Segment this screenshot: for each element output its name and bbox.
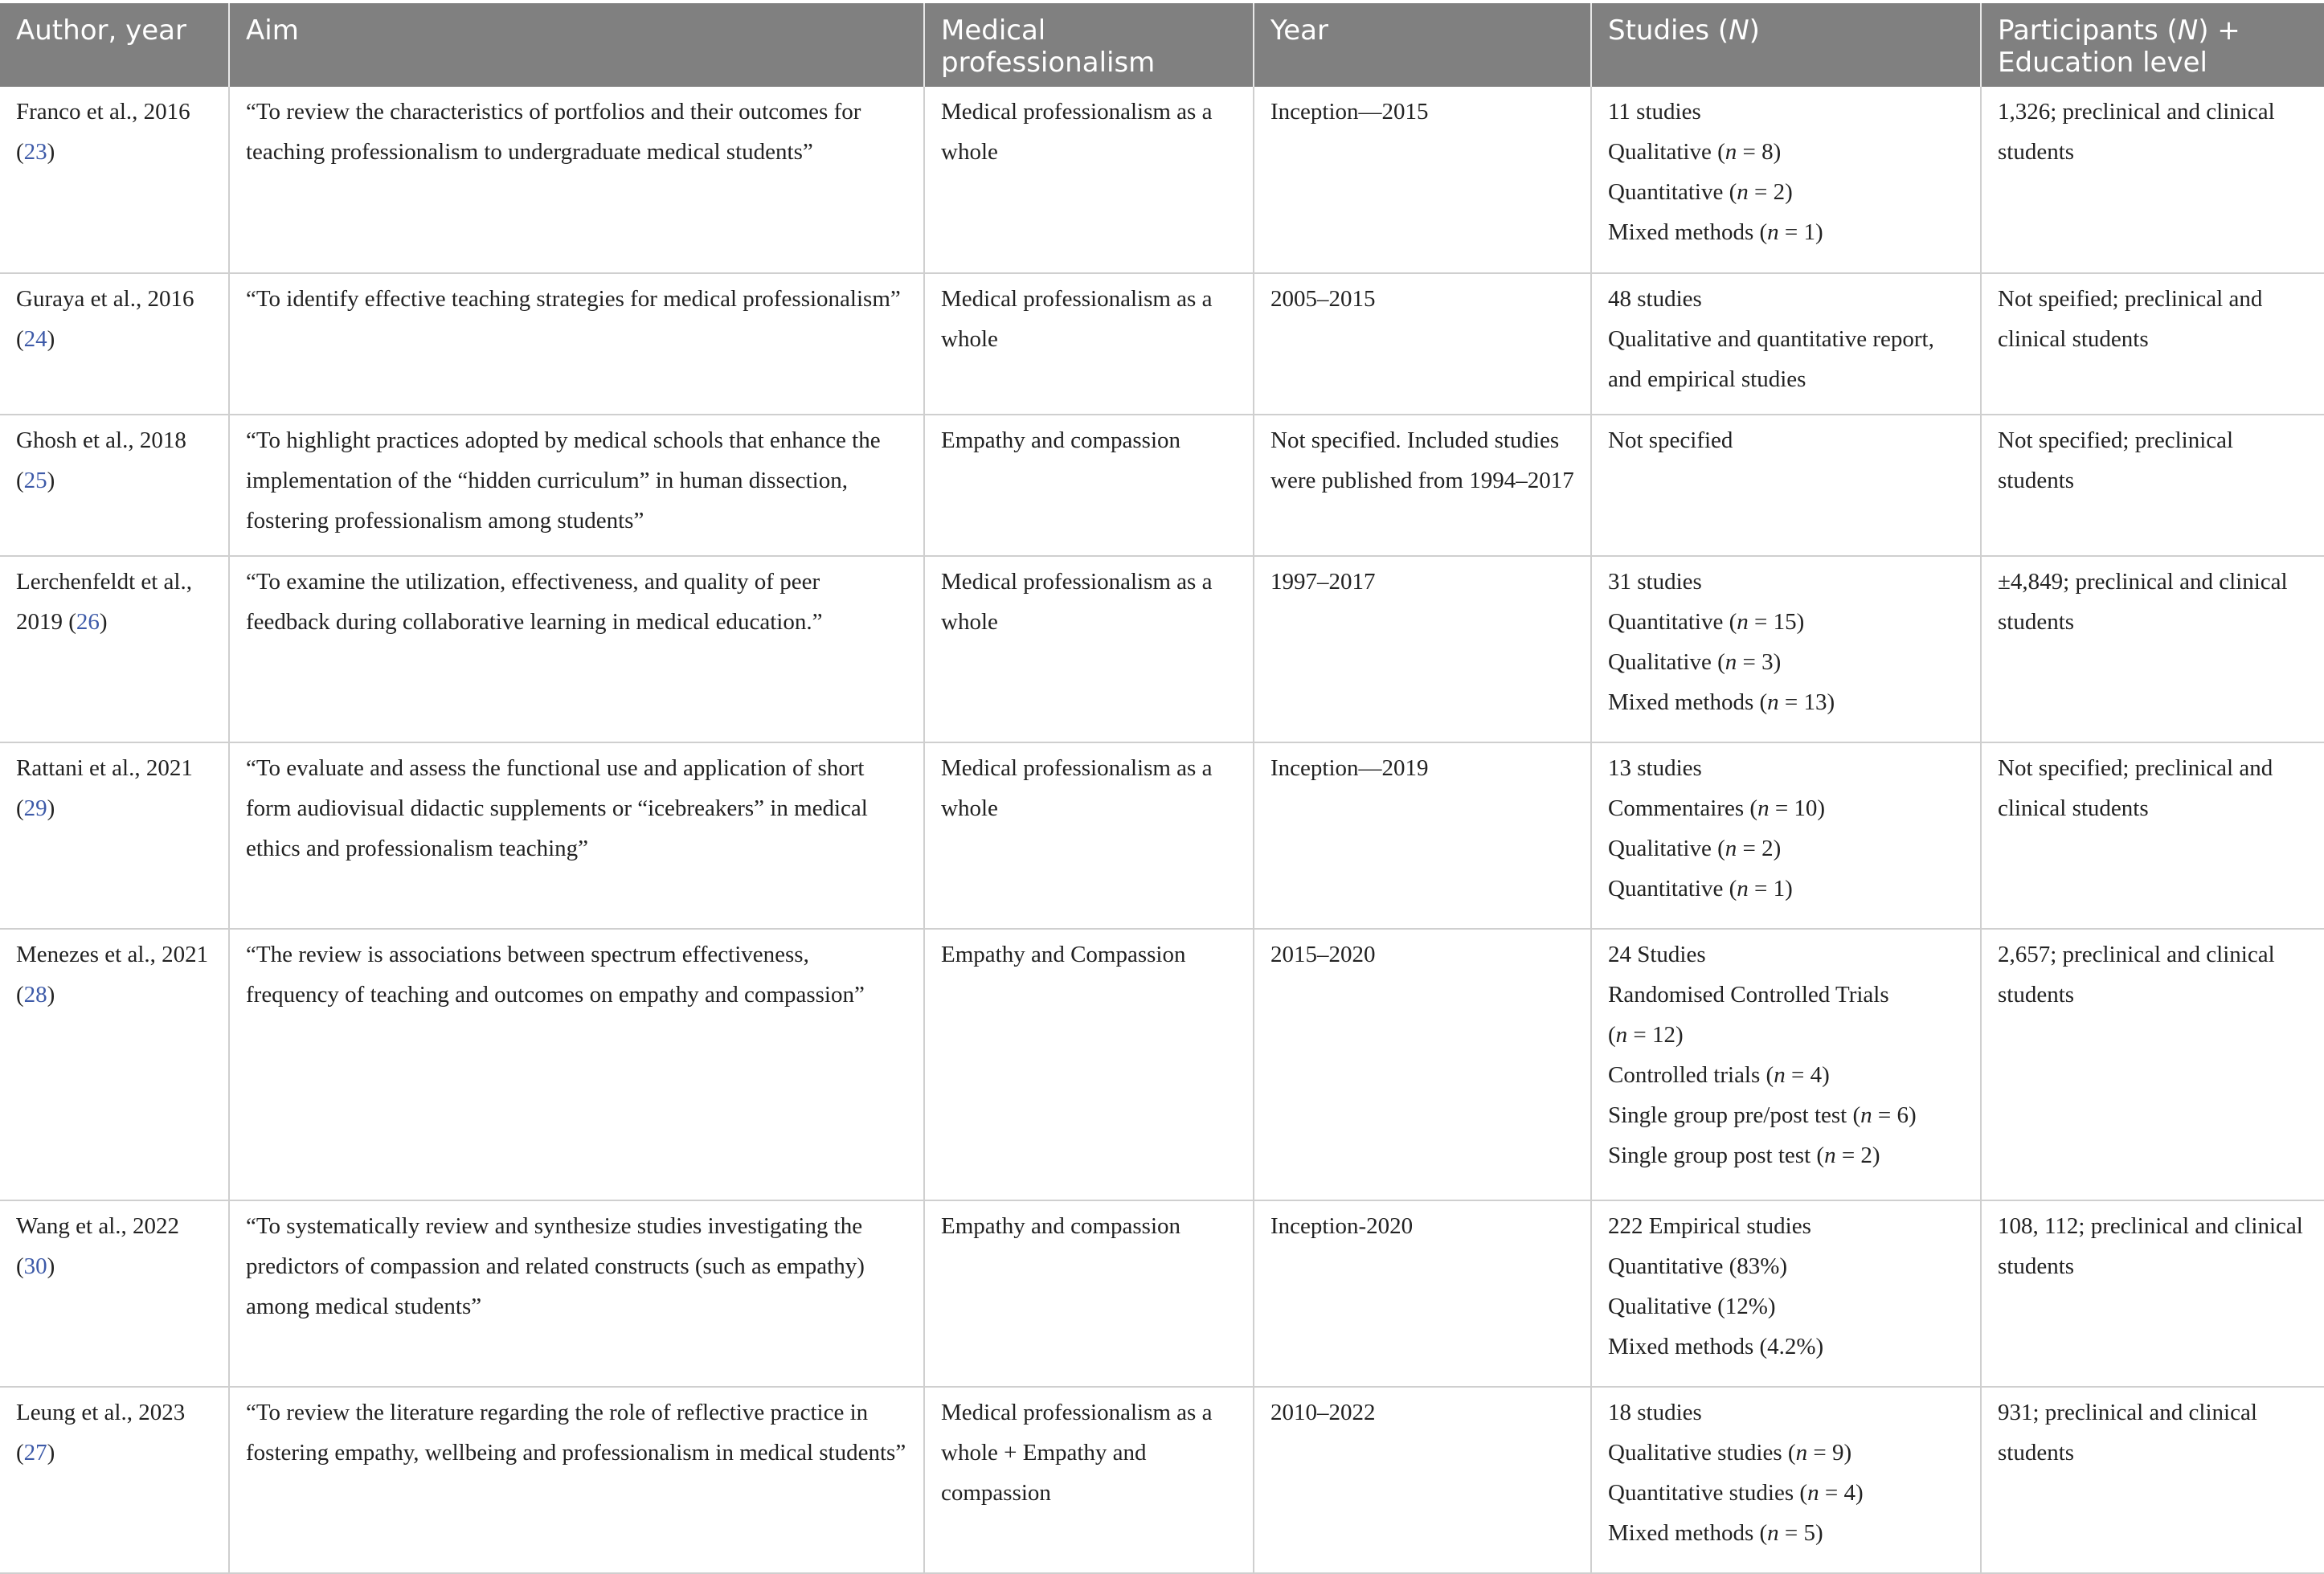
studies-total: 24 Studies bbox=[1608, 942, 1706, 967]
author-text: Guraya et al., 2016 bbox=[16, 286, 194, 312]
studies-item-n-symbol: n bbox=[1860, 1102, 1872, 1128]
studies-item: Single group post test (n = 2) bbox=[1608, 1143, 1880, 1168]
col-header-author: Author, year bbox=[0, 3, 229, 87]
studies-item-n: 15 bbox=[1773, 609, 1797, 635]
cell-aim: “To examine the utilization, effectiveness, and quality of peer feedback during collaborative learning in medical education.” bbox=[229, 556, 924, 742]
cell-year: 2015–2020 bbox=[1254, 929, 1591, 1200]
cell-aim: “To evaluate and assess the functional use and application of short form audiovisual didactic supplements or “icebreakers” in medical ethics and professionalism teaching” bbox=[229, 742, 924, 929]
table-row bbox=[0, 415, 2324, 556]
studies-item: Quantitative (n = 2) bbox=[1608, 179, 1793, 205]
studies-item-label: Qualitative bbox=[1608, 139, 1712, 165]
cell-participants: 2,657; preclinical and clinical students bbox=[1981, 929, 2324, 1200]
studies-item: Qualitative studies (n = 9) bbox=[1608, 1440, 1852, 1466]
cell-medical-professionalism: Medical professionalism as a whole bbox=[924, 273, 1254, 415]
cell-author: Rattani et al., 2021 (29) bbox=[0, 742, 229, 929]
studies-item-n: 9 bbox=[1831, 1440, 1844, 1466]
table-row bbox=[0, 929, 2324, 1200]
table-row bbox=[0, 1200, 2324, 1387]
cell-year: Inception—2015 bbox=[1254, 87, 1591, 273]
table-row bbox=[0, 1387, 2324, 1573]
studies-item: Qualitative (n = 8) bbox=[1608, 139, 1782, 165]
reference-link: 25 bbox=[23, 468, 47, 493]
cell-aim: “To highlight practices adopted by medical schools that enhance the implementation of the “hidden curriculum” in human dissection, fostering professionalism among students” bbox=[229, 415, 924, 556]
table-header bbox=[0, 3, 2324, 87]
author-text: Lerchenfeldt et al., 2019 bbox=[16, 569, 192, 635]
reference-link: 24 bbox=[23, 326, 47, 352]
reference-link: 26 bbox=[76, 609, 100, 635]
studies-item: Commentaires (n = 10) bbox=[1608, 795, 1826, 821]
author-text: Franco et al., 2016 bbox=[16, 99, 190, 125]
studies-item-label: Qualitative studies bbox=[1608, 1440, 1782, 1466]
cell-author: Ghosh et al., 2018 (25) bbox=[0, 415, 229, 556]
cell-author: Leung et al., 2023 (27) bbox=[0, 1387, 229, 1573]
participants-header-pre: Participants ( bbox=[1998, 14, 2178, 47]
studies-item-n-symbol: n bbox=[1807, 1480, 1819, 1506]
studies-item-n-symbol: n bbox=[1774, 1062, 1786, 1088]
table-row bbox=[0, 742, 2324, 929]
studies-header-pre: Studies ( bbox=[1608, 14, 1729, 47]
cell-year: Inception—2019 bbox=[1254, 742, 1591, 929]
col-header-participants bbox=[1981, 3, 2324, 87]
studies-item-n: 2 bbox=[1761, 836, 1774, 861]
studies-item-label: Quantitative studies bbox=[1608, 1480, 1794, 1506]
author-text: Wang et al., 2022 bbox=[16, 1213, 180, 1239]
studies-header-n: N bbox=[1729, 14, 1749, 47]
studies-total: 31 studies bbox=[1608, 569, 1702, 595]
cell-aim: “To review the characteristics of portfolios and their outcomes for teaching professionalism to undergraduate medical students” bbox=[229, 87, 924, 273]
cell-participants: 931; preclinical and clinical students bbox=[1981, 1387, 2324, 1573]
reference-link: 29 bbox=[23, 795, 47, 821]
studies-item-n: 1 bbox=[1773, 876, 1786, 901]
studies-item-n-symbol: n bbox=[1737, 609, 1749, 635]
studies-item-n: 8 bbox=[1761, 139, 1774, 165]
cell-participants: ±4,849; preclinical and clinical students bbox=[1981, 556, 2324, 742]
studies-item-n-symbol: n bbox=[1737, 876, 1749, 901]
cell-participants: Not speified; preclinical and clinical students bbox=[1981, 273, 2324, 415]
cell-studies bbox=[1591, 556, 1981, 742]
studies-item-n: 5 bbox=[1803, 1520, 1816, 1546]
cell-aim: “The review is associations between spectrum effectiveness, frequency of teaching and outcomes on empathy and compassion” bbox=[229, 929, 924, 1200]
studies-item-n: 12 bbox=[1652, 1022, 1676, 1048]
studies-item-n: 3 bbox=[1761, 649, 1774, 675]
cell-medical-professionalism: Empathy and compassion bbox=[924, 415, 1254, 556]
author-text: Ghosh et al., 2018 bbox=[16, 427, 186, 453]
studies-item-label: Single group pre/post test bbox=[1608, 1102, 1847, 1128]
studies-item: Quantitative (n = 15) bbox=[1608, 609, 1805, 635]
cell-participants: Not specified; preclinical students bbox=[1981, 415, 2324, 556]
cell-studies bbox=[1591, 415, 1981, 556]
cell-medical-professionalism: Medical professionalism as a whole bbox=[924, 87, 1254, 273]
studies-item-label: Qualitative bbox=[1608, 649, 1712, 675]
studies-item-n: 4 bbox=[1843, 1480, 1856, 1506]
studies-description: Qualitative and quantitative report, and empirical studies bbox=[1608, 326, 1934, 392]
author-text: Rattani et al., 2021 bbox=[16, 755, 193, 781]
cell-author: Menezes et al., 2021 (28) bbox=[0, 929, 229, 1200]
studies-item-n: 2 bbox=[1773, 179, 1786, 205]
cell-aim: “To review the literature regarding the role of reflective practice in fostering empathy, wellbeing and professionalism in medical students” bbox=[229, 1387, 924, 1573]
author-text: Leung et al., 2023 bbox=[16, 1400, 186, 1425]
col-header-aim: Aim bbox=[229, 3, 924, 87]
studies-item-n: 13 bbox=[1803, 689, 1827, 715]
studies-item-label: Quantitative bbox=[1608, 609, 1724, 635]
studies-item-label: Mixed methods bbox=[1608, 689, 1754, 715]
cell-year: 2005–2015 bbox=[1254, 273, 1591, 415]
studies-item-label: Single group post test bbox=[1608, 1143, 1811, 1168]
cell-year: 1997–2017 bbox=[1254, 556, 1591, 742]
reference-link: 23 bbox=[23, 139, 47, 165]
studies-item-n-symbol: n bbox=[1615, 1022, 1628, 1048]
cell-aim: “To systematically review and synthesize studies investigating the predictors of compassion and related constructs (such as empathy) among medical students” bbox=[229, 1200, 924, 1387]
studies-item: Quantitative (n = 1) bbox=[1608, 876, 1793, 901]
studies-item-n-symbol: n bbox=[1795, 1440, 1808, 1466]
studies-item: Mixed methods (n = 5) bbox=[1608, 1520, 1823, 1546]
studies-item-n-symbol: n bbox=[1767, 689, 1779, 715]
cell-medical-professionalism: Medical professionalism as a whole + Empathy and compassion bbox=[924, 1387, 1254, 1573]
studies-item-n-symbol: n bbox=[1725, 649, 1737, 675]
reference-link: 28 bbox=[23, 982, 47, 1008]
studies-item-n-symbol: n bbox=[1767, 219, 1779, 245]
col-header-medical-professionalism: Medical professionalism bbox=[924, 3, 1254, 87]
cell-year: Inception-2020 bbox=[1254, 1200, 1591, 1387]
cell-year: 2010–2022 bbox=[1254, 1387, 1591, 1573]
table-row bbox=[0, 87, 2324, 273]
table-row bbox=[0, 556, 2324, 742]
studies-item-label: Mixed methods bbox=[1608, 1520, 1754, 1546]
cell-participants: 1,326; preclinical and clinical students bbox=[1981, 87, 2324, 273]
cell-author: Wang et al., 2022 (30) bbox=[0, 1200, 229, 1387]
studies-item-n-symbol: n bbox=[1725, 836, 1737, 861]
studies-item-n-symbol: n bbox=[1824, 1143, 1836, 1168]
cell-studies bbox=[1591, 742, 1981, 929]
studies-total: 48 studies bbox=[1608, 286, 1702, 312]
studies-item-n: 6 bbox=[1896, 1102, 1909, 1128]
studies-item: Randomised Controlled Trials (n = 12) bbox=[1608, 982, 1889, 1048]
studies-total: 18 studies bbox=[1608, 1400, 1702, 1425]
studies-item-n: 10 bbox=[1794, 795, 1818, 821]
studies-item-n-symbol: n bbox=[1737, 179, 1749, 205]
cell-author: Guraya et al., 2016 (24) bbox=[0, 273, 229, 415]
cell-medical-professionalism: Empathy and compassion bbox=[924, 1200, 1254, 1387]
studies-item: Mixed methods (4.2%) bbox=[1608, 1334, 1824, 1359]
cell-participants: 108, 112; preclinical and clinical students bbox=[1981, 1200, 2324, 1387]
cell-aim: “To identify effective teaching strategies for medical professionalism” bbox=[229, 273, 924, 415]
cell-author: Lerchenfeldt et al., 2019 (26) bbox=[0, 556, 229, 742]
studies-item: Qualitative (n = 2) bbox=[1608, 836, 1782, 861]
col-header-year: Year bbox=[1254, 3, 1591, 87]
studies-item: Qualitative (n = 3) bbox=[1608, 649, 1782, 675]
table-row bbox=[0, 273, 2324, 415]
studies-total: Not specified bbox=[1608, 427, 1733, 453]
studies-item: Quantitative studies (n = 4) bbox=[1608, 1480, 1864, 1506]
studies-item: Controlled trials (n = 4) bbox=[1608, 1062, 1830, 1088]
studies-item-label: Quantitative bbox=[1608, 179, 1724, 205]
studies-item-n: 4 bbox=[1810, 1062, 1823, 1088]
studies-item-n: 2 bbox=[1860, 1143, 1872, 1168]
review-table bbox=[0, 3, 2324, 1574]
participants-header-n: N bbox=[2177, 14, 2199, 47]
studies-item-label: Controlled trials bbox=[1608, 1062, 1761, 1088]
header-row bbox=[0, 3, 2324, 87]
studies-item-label: Qualitative bbox=[1608, 836, 1712, 861]
cell-studies bbox=[1591, 1387, 1981, 1573]
participants-header-post: ) + Education level bbox=[1998, 14, 2240, 79]
cell-studies bbox=[1591, 273, 1981, 415]
cell-year: Not specified. Included studies were published from 1994–2017 bbox=[1254, 415, 1591, 556]
cell-studies bbox=[1591, 929, 1981, 1200]
studies-item: Qualitative (12%) bbox=[1608, 1294, 1776, 1319]
studies-total: 222 Empirical studies bbox=[1608, 1213, 1811, 1239]
author-text: Menezes et al., 2021 bbox=[16, 942, 209, 967]
cell-participants: Not specified; preclinical and clinical students bbox=[1981, 742, 2324, 929]
reference-link: 27 bbox=[23, 1440, 47, 1466]
cell-medical-professionalism: Empathy and Compassion bbox=[924, 929, 1254, 1200]
studies-item-n-symbol: n bbox=[1757, 795, 1770, 821]
table-body bbox=[0, 87, 2324, 1573]
studies-total: 13 studies bbox=[1608, 755, 1702, 781]
studies-header-post: ) bbox=[1749, 14, 1760, 47]
studies-item-label: Quantitative bbox=[1608, 876, 1724, 901]
studies-item: Quantitative (83%) bbox=[1608, 1253, 1788, 1279]
studies-item-n: 1 bbox=[1803, 219, 1816, 245]
col-header-studies bbox=[1591, 3, 1981, 87]
studies-item-n-symbol: n bbox=[1767, 1520, 1779, 1546]
studies-item-label: Mixed methods bbox=[1608, 219, 1754, 245]
reference-link: 30 bbox=[23, 1253, 47, 1279]
cell-studies bbox=[1591, 87, 1981, 273]
cell-medical-professionalism: Medical professionalism as a whole bbox=[924, 556, 1254, 742]
studies-item-label: Randomised Controlled Trials bbox=[1608, 982, 1889, 1008]
studies-item: Single group pre/post test (n = 6) bbox=[1608, 1102, 1917, 1128]
cell-studies bbox=[1591, 1200, 1981, 1387]
studies-item-label: Commentaires bbox=[1608, 795, 1745, 821]
studies-total: 11 studies bbox=[1608, 99, 1701, 125]
studies-item: Mixed methods (n = 13) bbox=[1608, 689, 1835, 715]
studies-item-n-symbol: n bbox=[1725, 139, 1737, 165]
cell-author: Franco et al., 2016 (23) bbox=[0, 87, 229, 273]
cell-medical-professionalism: Medical professionalism as a whole bbox=[924, 742, 1254, 929]
studies-item: Mixed methods (n = 1) bbox=[1608, 219, 1823, 245]
